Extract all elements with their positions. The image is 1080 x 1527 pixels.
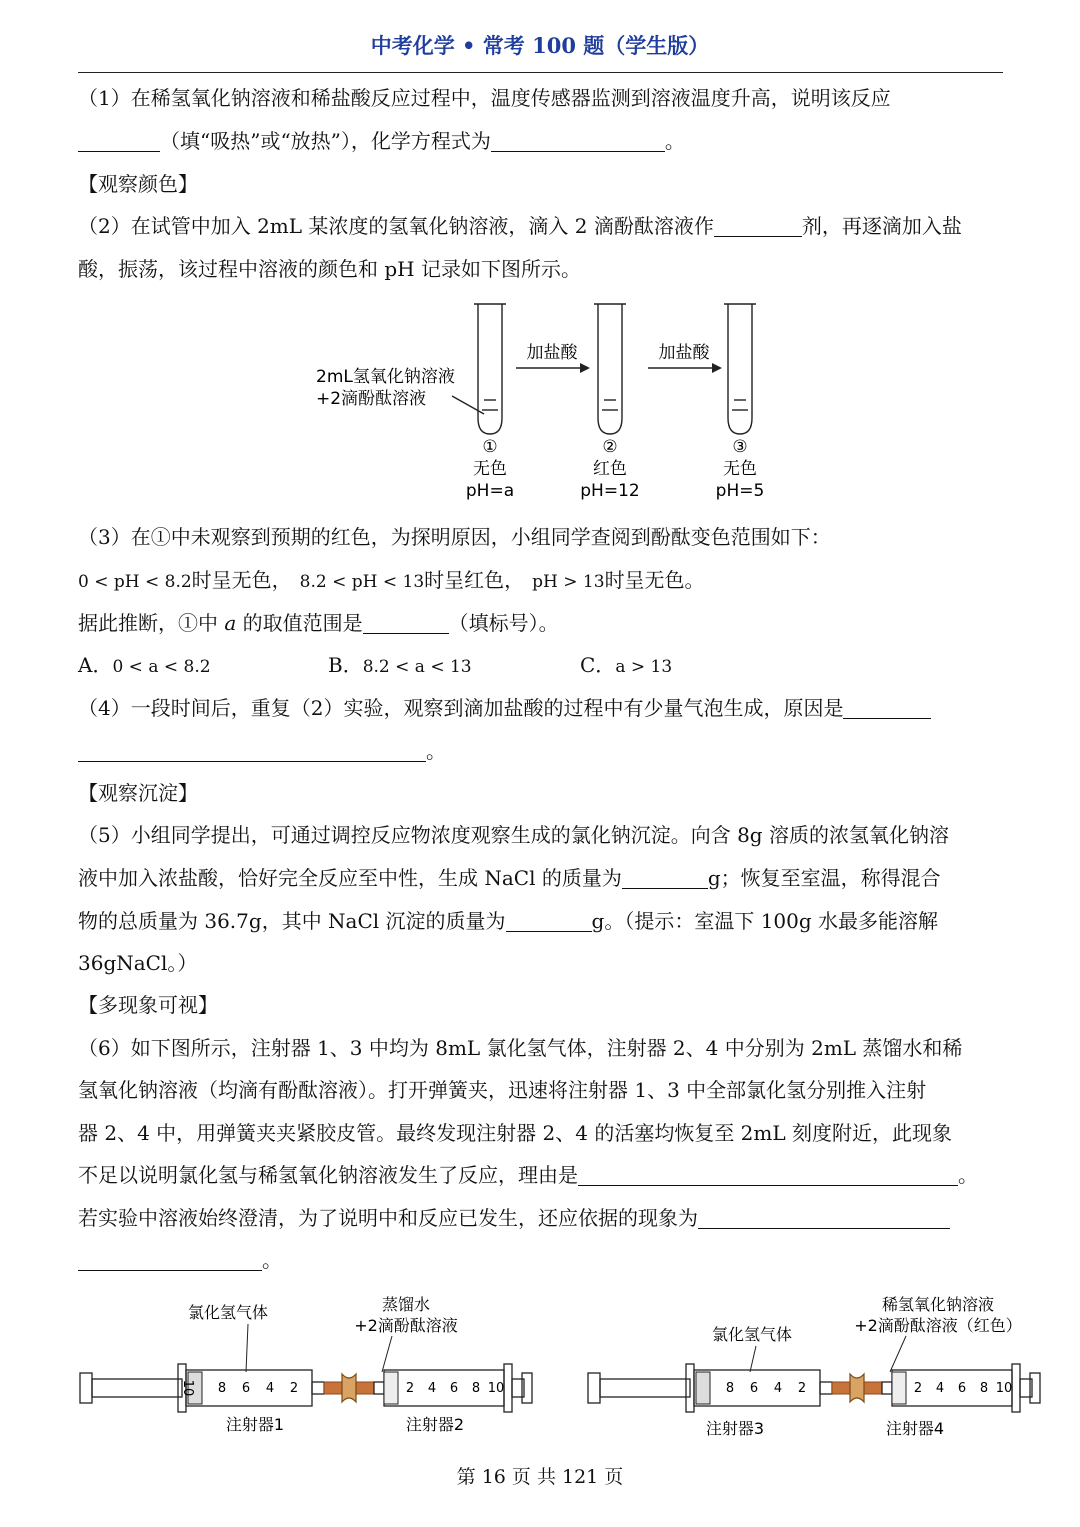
q2-line2: 酸，振荡，该过程中溶液的颜色和 pH 记录如下图所示。 xyxy=(78,257,581,281)
syringe-4-label: 注射器4 xyxy=(885,1419,945,1438)
scale-b-2-4: 4 xyxy=(427,1381,437,1396)
tube-3-ph: pH=5 xyxy=(715,481,765,501)
scale-b-4-6: 6 xyxy=(957,1381,967,1396)
q5-line2: 液中加入浓盐酸，恰好完全反应至中性，生成 NaCl 的质量为 g；恢复至室温，称得混合 xyxy=(78,866,941,890)
q4-line2: 。 xyxy=(78,739,446,763)
q6-line1: （6）如下图所示，注射器 1、3 中均为 8mL 氯化氢气体，注射器 2、4 中分别为 2mL 蒸馏水和稀 xyxy=(78,1036,963,1060)
liquid-label-left-1: 蒸馏水 xyxy=(381,1295,431,1314)
answer-blank xyxy=(843,698,931,719)
scale-a-3-2: 2 xyxy=(797,1381,807,1396)
arrow-2-label: 加盐酸 xyxy=(658,343,710,363)
scale-a-1-4: 4 xyxy=(265,1381,275,1396)
gas-label-left: 氯化氢气体 xyxy=(187,1303,269,1322)
scale-b-4-2: 2 xyxy=(913,1381,923,1396)
option-c: C．a > 13 xyxy=(580,653,673,677)
scale-a-1-2: 2 xyxy=(289,1381,299,1396)
q6-line3: 器 2、4 中，用弹簧夹夹紧胶皮管。最终发现注射器 2、4 的活塞均恢复至 2mL 刻度附近，此现象 xyxy=(78,1121,953,1145)
q3-line3: 据此推断，①中 a 的取值范围是 （填标号）。 xyxy=(78,611,559,635)
answer-blank xyxy=(506,911,592,932)
arrow-1-label: 加盐酸 xyxy=(526,343,578,363)
q5-line3: 物的总质量为 36.7g，其中 NaCl 沉淀的质量为 g。（提示：室温下 100g 水最多能溶解 xyxy=(78,909,939,933)
syringe-2-label: 注射器2 xyxy=(405,1415,465,1434)
scale-a-3-6: 6 xyxy=(749,1381,759,1396)
answer-blank xyxy=(622,868,708,889)
q1-line1: （1）在稀氢氧化钠溶液和稀盐酸反应过程中，温度传感器监测到溶液温度升高，说明该反应 xyxy=(78,86,891,110)
scale-b-4-8: 8 xyxy=(979,1381,989,1396)
page-footer: 第 16 页 共 121 页 xyxy=(456,1466,624,1488)
answer-blank xyxy=(578,1165,958,1186)
tube-2-number: ② xyxy=(602,437,618,457)
scale-a-1-10: 10 xyxy=(180,1379,195,1397)
scale-a-1-6: 6 xyxy=(241,1381,251,1396)
syringe-3-label: 注射器3 xyxy=(705,1419,765,1438)
q1-line2: （填“吸热”或“放热”），化学方程式为 。 xyxy=(78,129,685,153)
page-header-title: 中考化学 • 常考 100 题（学生版） xyxy=(370,33,710,58)
section-heading-precipitate: 【观察沉淀】 xyxy=(78,781,198,805)
tube-2-color: 红色 xyxy=(593,459,627,479)
q6-line5: 若实验中溶液始终澄清，为了说明中和反应已发生，还应依据的现象为 xyxy=(78,1206,950,1230)
q4-line1: （4）一段时间后，重复（2）实验，观察到滴加盐酸的过程中有少量气泡生成，原因是 xyxy=(78,696,931,720)
tube-1-ph: pH=a xyxy=(465,481,515,501)
q6-line2: 氢氧化钠溶液（均滴有酚酞溶液）。打开弹簧夹，迅速将注射器 1、3 中全部氯化氢分别推入注射 xyxy=(78,1078,927,1102)
gas-label-right: 氯化氢气体 xyxy=(711,1325,793,1344)
liquid-label-right-1: 稀氢氧化钠溶液 xyxy=(881,1295,995,1314)
liquid-label-right-2: +2滴酚酞溶液（红色） xyxy=(854,1316,1022,1335)
answer-blank xyxy=(491,131,665,152)
option-b: B．8.2 < a < 13 xyxy=(328,653,472,677)
tube-label-line1: 2mL氢氧化钠溶液 xyxy=(316,367,455,387)
scale-a-3-4: 4 xyxy=(773,1381,783,1396)
header-rule xyxy=(78,72,1003,73)
scale-b-2-10: 10 xyxy=(487,1381,505,1396)
syringe-1-label: 注射器1 xyxy=(225,1415,285,1434)
scale-b-2-8: 8 xyxy=(471,1381,481,1396)
tube-3-number: ③ xyxy=(732,437,748,457)
test-tube-3 xyxy=(728,304,752,434)
q5-line1: （5）小组同学提出，可通过调控反应物浓度观察生成的氯化钠沉淀。向含 8g 溶质的浓氢氧化钠溶 xyxy=(78,823,949,847)
section-heading-color: 【观察颜色】 xyxy=(78,172,198,196)
q6-line6: 。 xyxy=(78,1248,282,1272)
syringe-figure xyxy=(70,1288,1050,1448)
tube-1-number: ① xyxy=(482,437,498,457)
option-a: A．0 < a < 8.2 xyxy=(78,653,211,677)
test-tube-figure xyxy=(300,296,800,506)
scale-b-4-4: 4 xyxy=(935,1381,945,1396)
answer-blank xyxy=(363,613,449,634)
tube-label-line2: +2滴酚酞溶液 xyxy=(316,389,427,409)
tube-3-color: 无色 xyxy=(723,459,757,479)
liquid-label-left-2: +2滴酚酞溶液 xyxy=(354,1316,458,1335)
q5-line4: 36gNaCl。） xyxy=(78,951,198,975)
tube-1-color: 无色 xyxy=(473,459,507,479)
scale-b-2-6: 6 xyxy=(449,1381,459,1396)
answer-blank xyxy=(78,741,426,762)
q6-line4: 不足以说明氯化氢与稀氢氧化钠溶液发生了反应，理由是 。 xyxy=(78,1163,978,1187)
answer-blank xyxy=(78,131,160,152)
syringe-set-right xyxy=(588,1364,1040,1412)
scale-b-2-2: 2 xyxy=(405,1381,415,1396)
q3-line2: 0 < pH < 8.2时呈无色， 8.2 < pH < 13时呈红色， pH > 13时呈无色。 xyxy=(78,568,705,592)
q3-line1: （3）在①中未观察到预期的红色，为探明原因，小组同学查阅到酚酞变色范围如下： xyxy=(78,525,831,549)
scale-a-1-8: 8 xyxy=(217,1381,227,1396)
syringe-set-left xyxy=(80,1364,532,1412)
q2-line1: （2）在试管中加入 2mL 某浓度的氢氧化钠溶液，滴入 2 滴酚酞溶液作 剂，再逐滴加入盐 xyxy=(78,214,962,238)
test-tube-1 xyxy=(478,304,502,434)
answer-blank xyxy=(714,216,802,237)
scale-a-3-8: 8 xyxy=(725,1381,735,1396)
scale-b-4-10: 10 xyxy=(995,1381,1013,1396)
tube-2-ph: pH=12 xyxy=(580,481,640,501)
answer-blank xyxy=(78,1250,262,1271)
q3-options xyxy=(78,653,672,679)
answer-blank xyxy=(698,1208,950,1229)
test-tube-2 xyxy=(598,304,622,434)
section-heading-multi: 【多现象可视】 xyxy=(78,993,218,1017)
